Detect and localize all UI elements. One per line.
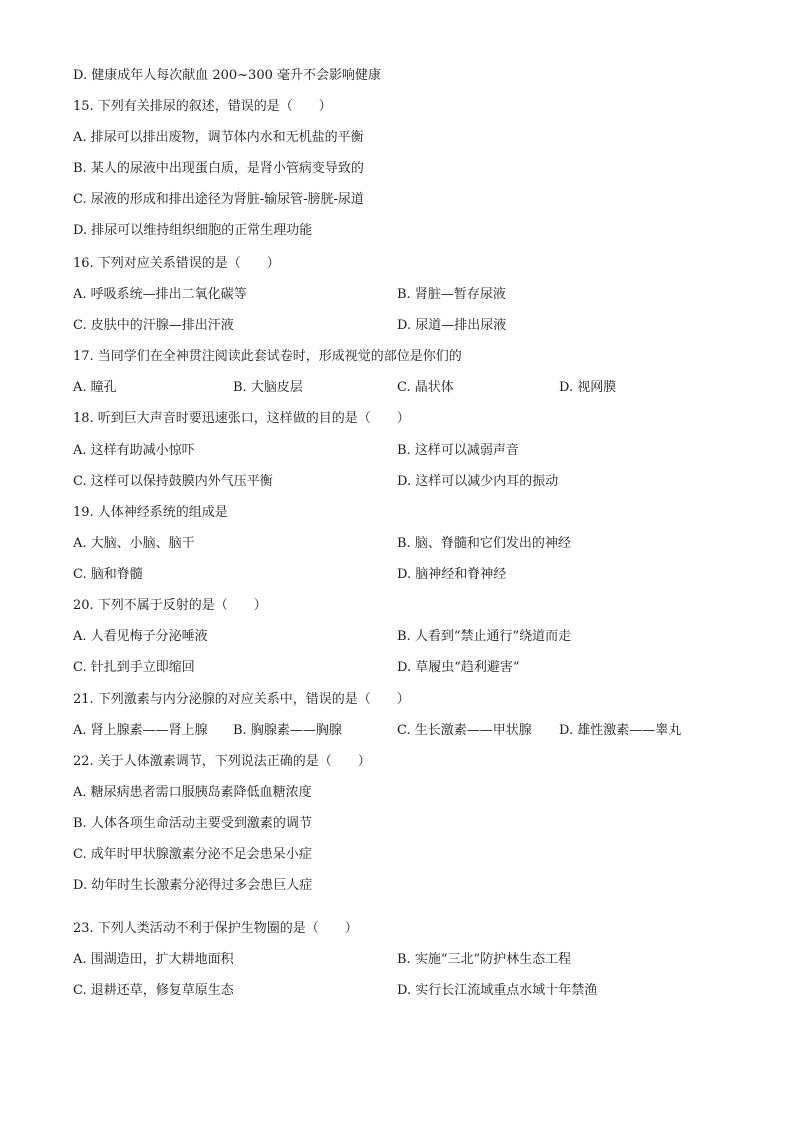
- option-a: A. 肾上腺素——肾上腺: [73, 723, 208, 738]
- option-c: C. 针扎到手立即缩回: [73, 660, 195, 675]
- option-row: [73, 981, 734, 1001]
- question-18: [73, 409, 734, 429]
- line-26: [73, 845, 734, 865]
- line-04: [73, 159, 734, 179]
- option-text: A. 排尿可以排出废物，调节体内水和无机盐的平衡: [73, 130, 364, 145]
- option-c: C. 脑和脊髓: [73, 567, 143, 582]
- line-27: [73, 876, 734, 896]
- option-a: A. 这样有助减小惊吓: [73, 443, 195, 458]
- option-b: B. 大脑皮层: [233, 380, 303, 395]
- question-stem: 20. 下列不属于反射的是（ ）: [73, 598, 267, 613]
- question-stem: 18. 听到巨大声音时要迅速张口，这样做的目的是（ ）: [73, 411, 410, 426]
- question-stem: 21. 下列激素与内分泌腺的对应关系中，错误的是（ ）: [73, 692, 410, 707]
- option-text: D. 幼年时生长激素分泌得过多会患巨人症: [73, 878, 313, 893]
- line-03: [73, 128, 734, 148]
- option-text: D. 排尿可以维持组织细胞的正常生理功能: [73, 223, 313, 238]
- line-text: D. 健康成年人每次献血 200~300 毫升不会影响健康: [73, 68, 382, 83]
- option-a: A. 人看见梅子分泌唾液: [73, 629, 208, 644]
- option-row: [73, 378, 734, 398]
- question-stem: 16. 下列对应关系错误的是（ ）: [73, 256, 280, 271]
- option-b: B. 胸腺素——胸腺: [233, 723, 342, 738]
- question-stem: 15. 下列有关排尿的叙述，错误的是（ ）: [73, 99, 332, 114]
- option-d: D. 实行长江流域重点水域十年禁渔: [397, 983, 598, 998]
- option-row: [73, 627, 734, 647]
- option-a: A. 瞳孔: [73, 380, 117, 395]
- question-stem: 22. 关于人体激素调节，下列说法正确的是（ ）: [73, 754, 371, 769]
- line-01: [73, 66, 734, 86]
- option-d: D. 草履虫“趋利避害”: [397, 660, 520, 675]
- line-05: [73, 190, 734, 210]
- option-b: B. 人看到“禁止通行”绕道而走: [397, 629, 572, 644]
- option-text: B. 某人的尿液中出现蛋白质，是肾小管病变导致的: [73, 161, 364, 176]
- line-25: [73, 814, 734, 834]
- option-text: C. 成年时甲状腺激素分泌不足会患呆小症: [73, 847, 312, 862]
- line-24: [73, 783, 734, 803]
- option-d: D. 这样可以减少内耳的振动: [397, 474, 559, 489]
- option-row: [73, 721, 734, 741]
- line-06: [73, 221, 734, 241]
- option-b: B. 脑、脊髓和它们发出的神经: [397, 536, 571, 551]
- question-stem: 19. 人体神经系统的组成是: [73, 505, 228, 520]
- option-text: A. 糖尿病患者需口服胰岛素降低血糖浓度: [73, 785, 312, 800]
- option-d: D. 脑神经和脊神经: [397, 567, 507, 582]
- option-c: C. 退耕还草，修复草原生态: [73, 983, 234, 998]
- option-row: [73, 316, 734, 336]
- option-b: B. 实施“三北”防护林生态工程: [397, 952, 572, 967]
- option-d: D. 雄性激素——睾丸: [559, 723, 682, 738]
- option-c: C. 晶状体: [397, 380, 454, 395]
- question-15: [73, 97, 734, 117]
- option-text: B. 人体各项生命活动主要受到激素的调节: [73, 816, 312, 831]
- question-22: [73, 752, 734, 772]
- option-a: A. 大脑、小脑、脑干: [73, 536, 195, 551]
- question-16: [73, 254, 734, 274]
- option-b: B. 这样可以减弱声音: [397, 443, 519, 458]
- option-row: [73, 534, 734, 554]
- question-17: [73, 347, 734, 367]
- question-stem: 17. 当同学们在全神贯注阅读此套试卷时，形成视觉的部位是你们的: [73, 349, 462, 364]
- option-text: C. 尿液的形成和排出途径为肾脏-输尿管-膀胱-尿道: [73, 192, 364, 207]
- question-stem: 23. 下列人类活动不利于保护生物圈的是（ ）: [73, 921, 358, 936]
- option-row: [73, 441, 734, 461]
- option-d: D. 视网膜: [559, 380, 617, 395]
- question-23: [73, 919, 734, 939]
- option-b: B. 肾脏—暂存尿液: [397, 287, 506, 302]
- question-19: [73, 503, 734, 523]
- question-21: [73, 690, 734, 710]
- option-row: [73, 285, 734, 305]
- option-c: C. 皮肤中的汗腺—排出汗液: [73, 318, 234, 333]
- option-row: [73, 565, 734, 585]
- option-a: A. 呼吸系统—排出二氧化碳等: [73, 287, 247, 302]
- option-d: D. 尿道—排出尿液: [397, 318, 507, 333]
- option-c: C. 生长激素——甲状腺: [397, 723, 532, 738]
- option-c: C. 这样可以保持鼓膜内外气压平衡: [73, 474, 273, 489]
- option-row: [73, 658, 734, 678]
- question-20: [73, 596, 734, 616]
- option-row: [73, 472, 734, 492]
- option-a: A. 围湖造田，扩大耕地面积: [73, 952, 234, 967]
- option-row: [73, 950, 734, 970]
